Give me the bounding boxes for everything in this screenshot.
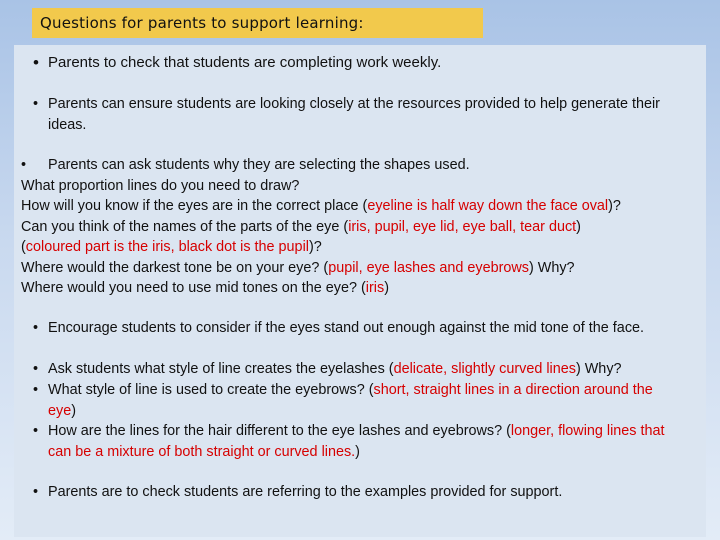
list-item bbox=[21, 155, 691, 299]
q3-line-2: How will you know if the eyes are in the correct place (eyeline is half way down the face oval)? bbox=[21, 198, 621, 214]
question-shapes: Parents can ask students why they are selecting the shapes used. bbox=[48, 157, 470, 173]
question-eyelashes: Ask students what style of line creates the eyelashes (delicate, slightly curved lines) Why? bbox=[48, 361, 622, 377]
q3-line-1: What proportion lines do you need to draw? bbox=[21, 177, 300, 194]
list-item bbox=[33, 482, 683, 503]
questions-panel bbox=[14, 45, 706, 537]
question-resources: Parents can ensure students are looking closely at the resources provided to help generate their ideas. bbox=[48, 96, 660, 133]
bullet-icon: • bbox=[33, 423, 39, 439]
list-item bbox=[33, 421, 683, 462]
page-title: Questions for parents to support learning: bbox=[32, 8, 483, 38]
question-stand-out: Encourage students to consider if the eyes stand out enough against the mid tone of the face. bbox=[48, 320, 645, 336]
question-check-work: Parents to check that students are completing work weekly. bbox=[48, 54, 442, 71]
list-item bbox=[33, 53, 683, 74]
list-item bbox=[33, 318, 683, 339]
bullet-icon: • bbox=[33, 96, 39, 112]
bullet-icon: • bbox=[33, 484, 39, 500]
bullet-icon: • bbox=[33, 382, 39, 398]
bullet-icon: • bbox=[21, 157, 27, 173]
q3-line-4: (coloured part is the iris, black dot is the pupil)? bbox=[21, 239, 322, 255]
list-item bbox=[33, 380, 683, 421]
question-hair-lines: How are the lines for the hair different to the eye lashes and eyebrows? (longer, flowing lines that can be a mixture of both straight or curved lines.) bbox=[48, 423, 665, 460]
bullet-icon: • bbox=[33, 320, 39, 336]
bullet-icon: • bbox=[33, 53, 39, 72]
bullet-icon: • bbox=[33, 361, 39, 377]
q3-line-6: Where would you need to use mid tones on the eye? (iris) bbox=[21, 280, 389, 296]
list-item bbox=[33, 359, 683, 380]
list-item bbox=[33, 94, 683, 135]
question-examples: Parents are to check students are referring to the examples provided for support. bbox=[48, 484, 563, 500]
q3-line-3: Can you think of the names of the parts of the eye (iris, pupil, eye lid, eye ball, tear duct) bbox=[21, 218, 581, 235]
q3-line-5: Where would the darkest tone be on your eye? (pupil, eye lashes and eyebrows) Why? bbox=[21, 259, 575, 276]
question-eyebrows: What style of line is used to create the eyebrows? (short, straight lines in a direction around the eye) bbox=[48, 382, 653, 419]
